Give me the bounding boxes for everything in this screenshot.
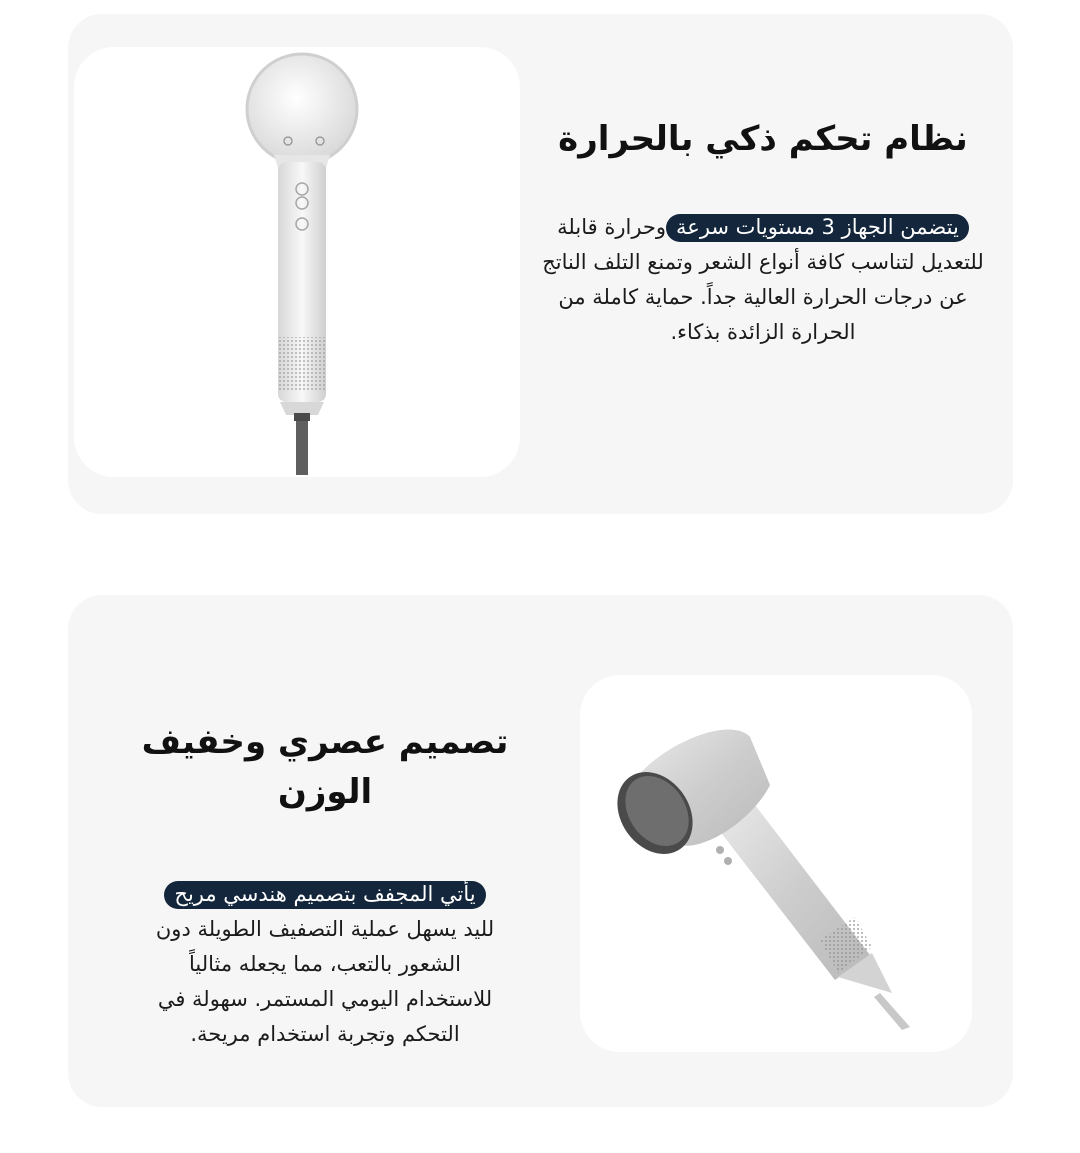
feature-card-modern-design bbox=[68, 595, 1013, 1107]
highlight-phrase: يأتي المجفف بتصميم هندسي مريح bbox=[164, 881, 485, 909]
section-body: وحرارة قابلة للتعديل لتناسب كافة أنواع الشعر وتمنع التلف الناتج عن درجات الحرارة العالية جداً. حماية كاملة من الحرارة الزائدة بذكاء. bbox=[542, 215, 984, 344]
hair-dryer-angled-icon bbox=[580, 675, 972, 1052]
section-description bbox=[90, 877, 560, 1052]
section-body: لليد يسهل عملية التصفيف الطويلة دون الشعور بالتعب، مما يجعله مثالياً للاستخدام اليومي المستمر. سهولة في التحكم وتجربة استخدام مريحة. bbox=[155, 917, 495, 1046]
hair-dryer-front-icon bbox=[74, 47, 520, 477]
feature-card-heat-control bbox=[68, 14, 1013, 514]
section-description bbox=[528, 210, 998, 350]
highlight-phrase: يتضمن الجهاز 3 مستويات سرعة bbox=[666, 214, 969, 242]
section-title: تصميم عصري وخفيف الوزن bbox=[141, 722, 509, 812]
feature-text-modern-design bbox=[90, 717, 560, 1052]
feature-text-heat-control bbox=[528, 114, 998, 350]
product-image-front bbox=[74, 47, 520, 477]
product-image-angled bbox=[580, 675, 972, 1052]
section-title: نظام تحكم ذكي بالحرارة bbox=[558, 119, 968, 159]
